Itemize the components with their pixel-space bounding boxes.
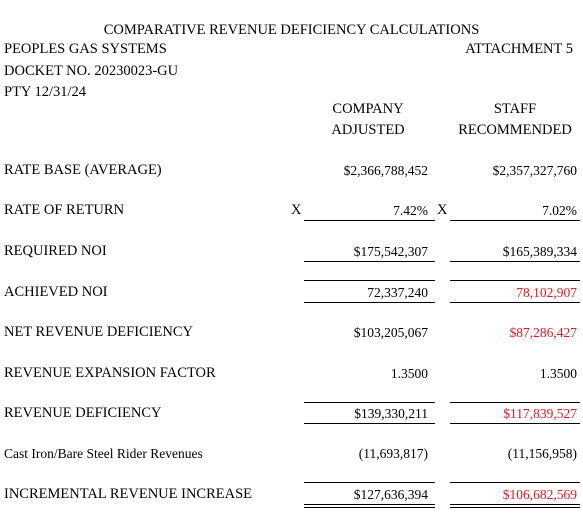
staff-required-noi-value: $165,389,334: [502, 244, 577, 259]
staff-incremental-revenue-increase-value: $106,682,569: [502, 487, 577, 502]
row-label-incremental-revenue-increase: INCREMENTAL REVENUE INCREASE: [4, 486, 253, 502]
row-label-net-revenue-deficiency: NET REVENUE DEFICIENCY: [4, 324, 194, 340]
company-achieved-noi-value: 72,337,240: [367, 285, 428, 300]
company-incremental-double-underline-1: [304, 504, 435, 505]
company-incremental-double-underline-2: [304, 507, 435, 508]
row-label-required-noi: REQUIRED NOI: [4, 243, 107, 259]
company-name: PEOPLES GAS SYSTEMS: [4, 41, 167, 57]
staff-achieved-noi-value: 78,102,907: [516, 285, 577, 300]
staff-incremental-overline: [450, 482, 580, 483]
company-required-noi-value: $175,542,307: [353, 244, 428, 259]
company-revenue-deficiency-underline: [304, 423, 435, 424]
staff-rate-of-return-underline: [450, 220, 580, 221]
company-achieved-noi-overline: [304, 280, 435, 281]
staff-cast-iron-rider-value: (11,156,958): [507, 446, 577, 461]
company-revenue-deficiency-overline: [304, 402, 435, 403]
row-label-rate-base: RATE BASE (AVERAGE): [4, 162, 162, 178]
report-title: COMPARATIVE REVENUE DEFICIENCY CALCULATIONS: [103, 22, 480, 38]
company-rate-of-return-value: 7.42%: [393, 203, 428, 218]
staff-column-header-line2: RECOMMENDED: [458, 122, 572, 138]
staff-revenue-deficiency-underline: [450, 423, 580, 424]
company-column-header-line1: COMPANY: [332, 101, 404, 117]
company-incremental-revenue-increase-value: $127,636,394: [353, 487, 428, 502]
row-label-rate-of-return: RATE OF RETURN: [4, 202, 125, 218]
row-label-revenue-deficiency: REVENUE DEFICIENCY: [4, 405, 162, 421]
staff-multiply-marker: X: [437, 202, 448, 218]
row-label-achieved-noi: ACHIEVED NOI: [4, 284, 108, 300]
test-period: PTY 12/31/24: [4, 84, 87, 100]
staff-rate-of-return-value: 7.02%: [542, 203, 577, 218]
staff-revenue-deficiency-value: $117,839,527: [503, 406, 577, 421]
staff-incremental-double-underline-2: [450, 507, 580, 508]
row-label-cast-iron-rider: Cast Iron/Bare Steel Rider Revenues: [4, 446, 203, 461]
company-revenue-deficiency-value: $139,330,211: [354, 406, 428, 421]
staff-revenue-expansion-factor-value: 1.3500: [539, 366, 577, 381]
staff-required-noi-underline: [450, 261, 580, 262]
staff-net-revenue-deficiency-value: $87,286,427: [509, 325, 577, 340]
company-rate-base-value: $2,366,788,452: [343, 163, 428, 178]
staff-column-header-line1: STAFF: [493, 101, 537, 117]
company-revenue-expansion-factor-value: 1.3500: [390, 366, 428, 381]
company-achieved-noi-underline: [304, 302, 435, 303]
company-rate-of-return-underline: [304, 220, 435, 221]
staff-rate-base-value: $2,357,327,760: [492, 163, 577, 178]
company-required-noi-underline: [304, 261, 435, 262]
docket-number: DOCKET NO. 20230023-GU: [4, 63, 179, 79]
company-net-revenue-deficiency-value: $103,205,067: [353, 325, 428, 340]
company-incremental-overline: [304, 482, 435, 483]
staff-achieved-noi-overline: [450, 280, 580, 281]
staff-incremental-double-underline-1: [450, 504, 580, 505]
staff-revenue-deficiency-overline: [450, 402, 580, 403]
attachment-label: ATTACHMENT 5: [465, 41, 573, 57]
row-label-revenue-expansion-factor: REVENUE EXPANSION FACTOR: [4, 365, 216, 381]
staff-achieved-noi-underline: [450, 302, 580, 303]
company-cast-iron-rider-value: (11,693,817): [358, 446, 428, 461]
company-multiply-marker: X: [291, 202, 302, 218]
company-column-header-line2: ADJUSTED: [331, 122, 405, 138]
